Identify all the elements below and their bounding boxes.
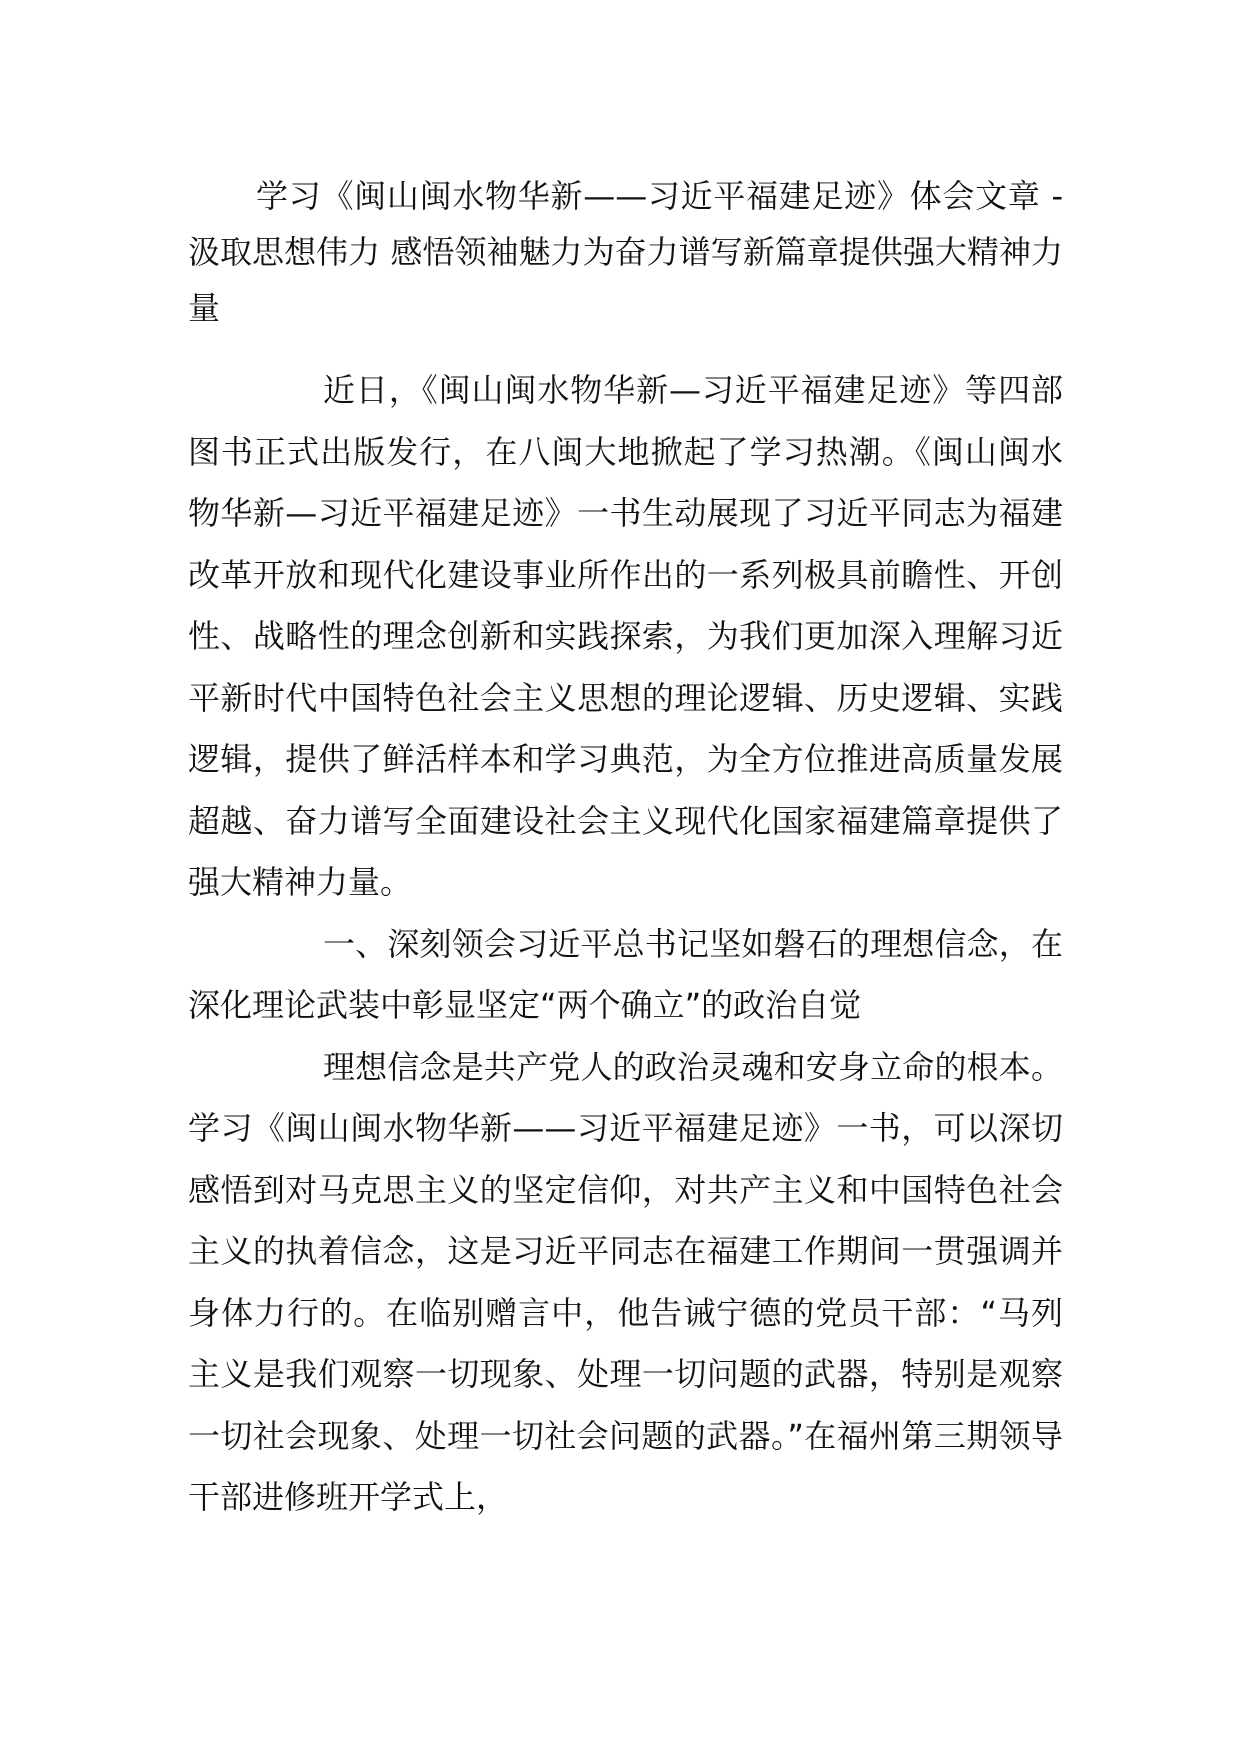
document-body [188,168,1063,1529]
paragraph-section-1: 理想信念是共产党人的政治灵魂和安身立命的根本。学习《闽山闽水物华新——习近平福建足迹》一书，可以深切感悟到对马克思主义的坚定信仰，对共产主义和中国特色社会主义的执着信念，这是习近平同志在福建工作期间一贯强调并身体力行的。在临别赠言中，他告诫宁德的党员干部：“马列主义是我们观察一切现象、处理一切问题的武器，特别是观察一切社会现象、处理一切社会问题的武器。”在福州第三期领导干部进修班开学式上， [188,1047,1063,1516]
section-heading-1: 一、深刻领会习近平总书记坚如磐石的理想信念，在深化理论武装中彰显坚定“两个确立”的政治自觉 [188,924,1063,1024]
paragraph-intro: 近日，《闽山闽水物华新—习近平福建足迹》等四部图书正式出版发行，在八闽大地掀起了学习热潮。《闽山闽水物华新—习近平福建足迹》一书生动展现了习近平同志为福建改革开放和现代化建设事业所作出的一系列极具前瞻性、开创性、战略性的理念创新和实践探索，为我们更加深入理解习近平新时代中国特色社会主义思想的理论逻辑、历史逻辑、实践逻辑，提供了鲜活样本和学习典范，为全方位推进高质量发展超越、奋力谱写全面建设社会主义现代化国家福建篇章提供了强大精神力量。 [188,371,1063,901]
document-title: 学习《闽山闽水物华新——习近平福建足迹》体会文章 - 汲取思想伟力 感悟领袖魅力为奋力谱写新篇章提供强大精神力量 [188,177,1063,327]
